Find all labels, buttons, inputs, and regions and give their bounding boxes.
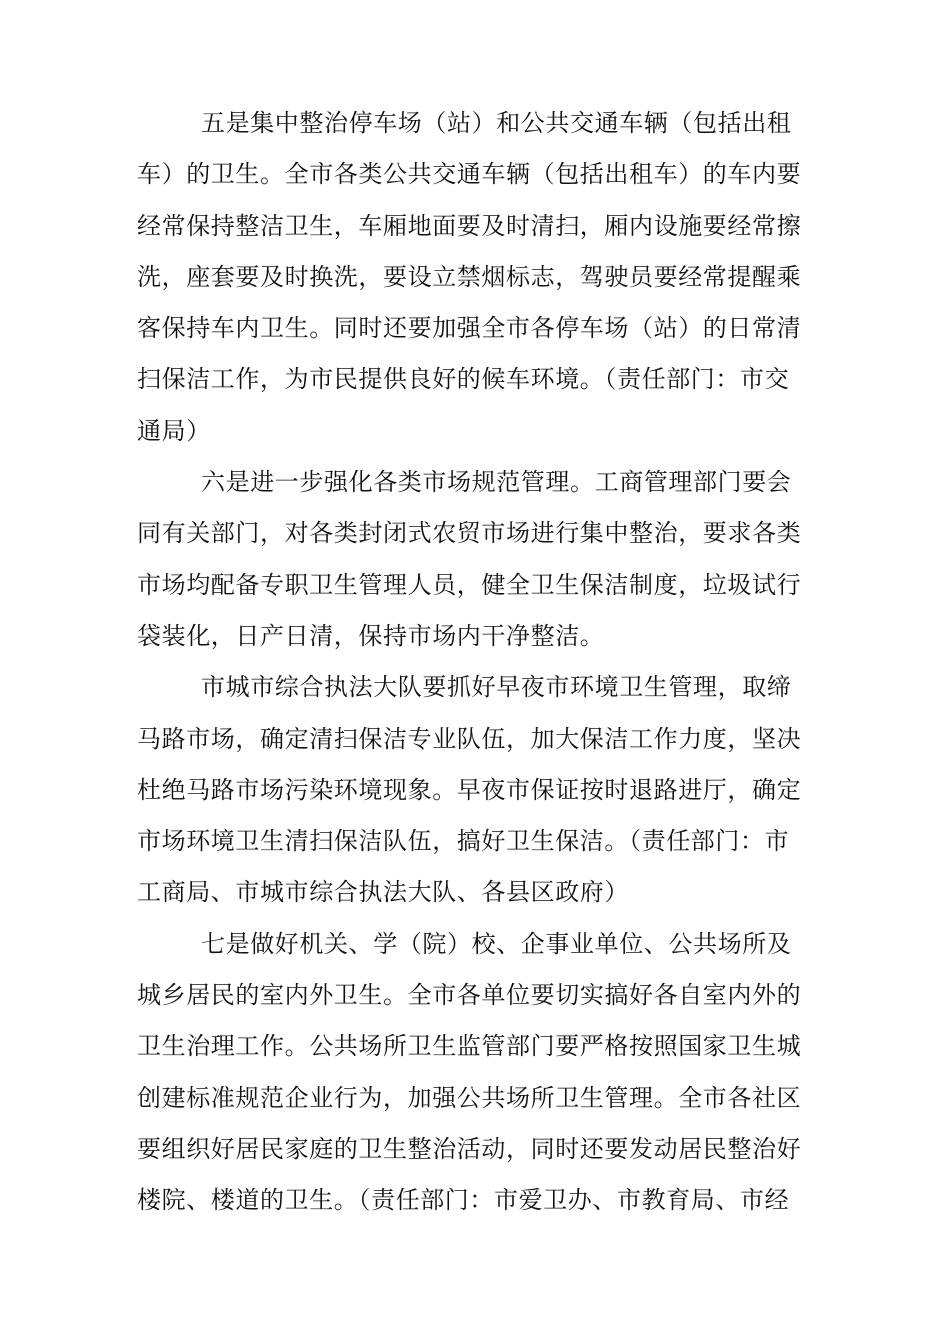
paragraph-line: 六是进一步强化各类市场规范管理。工商管理部门要会 — [201, 468, 792, 497]
paragraph-line: 经常保持整洁卫生，车厢地面要及时清扫，厢内设施要经常擦 — [137, 211, 802, 240]
paragraph-line: 楼院、楼道的卫生。（责任部门：市爱卫办、市教育局、市经 — [137, 1186, 790, 1215]
paragraph-line: 五是集中整治停车场（站）和公共交通车辆（包括出租 — [201, 109, 792, 137]
paragraph-line: 城乡居民的室内外卫生。全市各单位要切实搞好各自室内外的 — [137, 981, 802, 1010]
paragraph-line: 扫保洁工作，为市民提供良好的候车环境。（责任部门：市交 — [137, 365, 790, 394]
paragraph-line: 杜绝马路市场污染环境现象。早夜市保证按时退路进厅，确定 — [137, 775, 802, 804]
paragraph-line: 通局） — [137, 416, 211, 445]
paragraph-line: 袋装化，日产日清，保持市场内干净整洁。 — [137, 621, 605, 650]
paragraph-line: 卫生治理工作。公共场所卫生监管部门要严格按照国家卫生城 — [137, 1032, 802, 1061]
paragraph-line: 要组织好居民家庭的卫生整治活动，同时还要发动居民整治好 — [137, 1134, 802, 1163]
paragraph-line: 同有关部门，对各类封闭式农贸市场进行集中整治，要求各类 — [137, 519, 802, 548]
paragraph-line: 创建标准规范企业行为，加强公共场所卫生管理。全市各社区 — [137, 1083, 802, 1112]
paragraph-line: 洗，座套要及时换洗，要设立禁烟标志，驾驶员要经常提醒乘 — [137, 262, 802, 291]
paragraph-line: 工商局、市城市综合执法大队、各县区政府） — [137, 878, 629, 907]
document-body — [137, 98, 827, 1227]
paragraph-line: 市城市综合执法大队要抓好早夜市环境卫生管理，取缔 — [201, 673, 792, 702]
paragraph-line: 市场环境卫生清扫保洁队伍，搞好卫生保洁。（责任部门：市 — [137, 827, 790, 856]
paragraph-line: 车）的卫生。全市各类公共交通车辆（包括出租车）的车内要 — [137, 160, 802, 189]
paragraph-line: 七是做好机关、学（院）校、企事业单位、公共场所及 — [201, 929, 792, 958]
paragraph-line: 客保持车内卫生。同时还要加强全市各停车场（站）的日常清 — [137, 314, 802, 343]
paragraph-line: 市场均配备专职卫生管理人员，健全卫生保洁制度，垃圾试行 — [137, 570, 802, 599]
paragraph-line: 马路市场，确定清扫保洁专业队伍，加大保洁工作力度，坚决 — [137, 724, 802, 753]
